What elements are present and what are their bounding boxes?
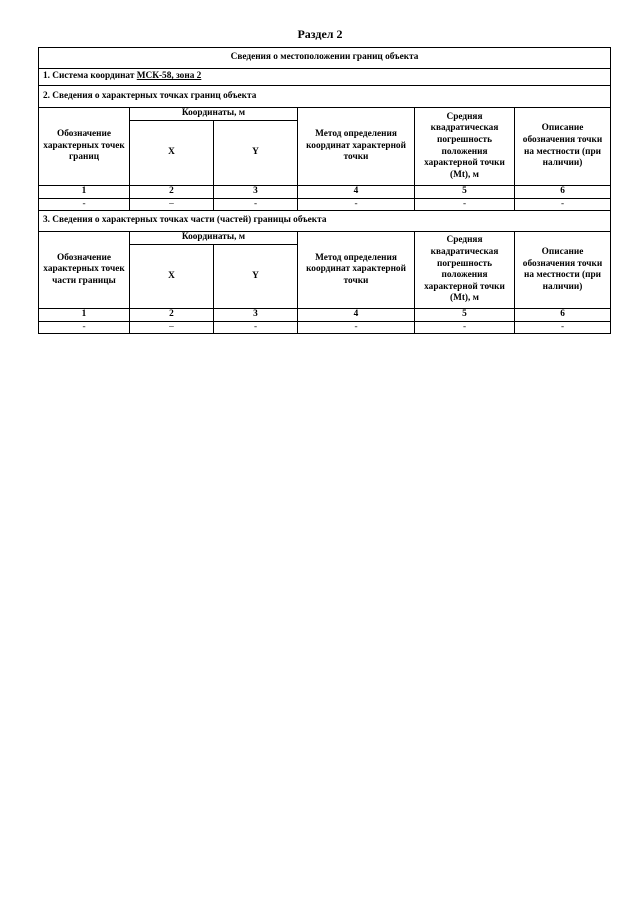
section3-col-method: Метод определения координат характерной точки bbox=[298, 232, 415, 309]
number-cell: 3 bbox=[214, 186, 298, 199]
number-cell: 6 bbox=[515, 309, 611, 322]
data-cell: – bbox=[130, 321, 214, 334]
table-title: Сведения о местоположении границ объекта bbox=[39, 48, 611, 69]
coord-system-cell bbox=[39, 69, 611, 86]
table-row bbox=[39, 321, 611, 334]
data-cell: - bbox=[298, 321, 415, 334]
data-cell: - bbox=[214, 321, 298, 334]
section2-col-description: Описание обозначения точки на местности (при наличии) bbox=[515, 108, 611, 186]
section3-col-coordinates: Координаты, м bbox=[130, 232, 298, 245]
number-cell: 4 bbox=[298, 309, 415, 322]
boundary-table bbox=[38, 47, 611, 334]
number-cell: 2 bbox=[130, 309, 214, 322]
data-cell: - bbox=[214, 198, 298, 211]
data-cell: - bbox=[415, 321, 515, 334]
data-cell: - bbox=[415, 198, 515, 211]
data-cell: - bbox=[39, 198, 130, 211]
data-cell: - bbox=[515, 198, 611, 211]
data-cell: - bbox=[39, 321, 130, 334]
data-cell: - bbox=[515, 321, 611, 334]
table-title-row bbox=[39, 48, 611, 69]
data-cell: – bbox=[130, 198, 214, 211]
section2-number-row bbox=[39, 186, 611, 199]
section3-number-row bbox=[39, 309, 611, 322]
coord-system-label: 1. Система координат bbox=[43, 71, 137, 82]
number-cell: 3 bbox=[214, 309, 298, 322]
section2-header-row bbox=[39, 108, 611, 121]
section3-col-error: Средняя квадратическая погрешность положения характерной точки (Mt), м bbox=[415, 232, 515, 309]
section2-col-coordinates: Координаты, м bbox=[130, 108, 298, 121]
section3-heading: 3. Сведения о характерных точках части (частей) границы объекта bbox=[39, 211, 611, 232]
table-row bbox=[39, 198, 611, 211]
section2-col-error: Средняя квадратическая погрешность положения характерной точки (Mt), м bbox=[415, 108, 515, 186]
section3-col-description: Описание обозначения точки на местности (при наличии) bbox=[515, 232, 611, 309]
section2-heading: 2. Сведения о характерных точках границ объекта bbox=[39, 86, 611, 108]
number-cell: 5 bbox=[415, 186, 515, 199]
number-cell: 6 bbox=[515, 186, 611, 199]
section-title: Раздел 2 bbox=[297, 27, 343, 41]
section2-col-x: X bbox=[130, 121, 214, 186]
section3-heading-row bbox=[39, 211, 611, 232]
number-cell: 1 bbox=[39, 309, 130, 322]
section3-col-y: Y bbox=[214, 245, 298, 309]
coord-system-row bbox=[39, 69, 611, 86]
data-cell: - bbox=[298, 198, 415, 211]
section3-col-x: X bbox=[130, 245, 214, 309]
number-cell: 1 bbox=[39, 186, 130, 199]
number-cell: 5 bbox=[415, 309, 515, 322]
number-cell: 4 bbox=[298, 186, 415, 199]
section2-col-method: Метод определения координат характерной точки bbox=[298, 108, 415, 186]
section2-col-designation: Обозначение характерных точек границ bbox=[39, 108, 130, 186]
section3-col-designation: Обозначение характерных точек части границы bbox=[39, 232, 130, 309]
section2-col-y: Y bbox=[214, 121, 298, 186]
coord-system-value: МСК-58, зона 2 bbox=[136, 71, 202, 82]
section3-header-row bbox=[39, 232, 611, 245]
section2-heading-row bbox=[39, 86, 611, 108]
number-cell: 2 bbox=[130, 186, 214, 199]
